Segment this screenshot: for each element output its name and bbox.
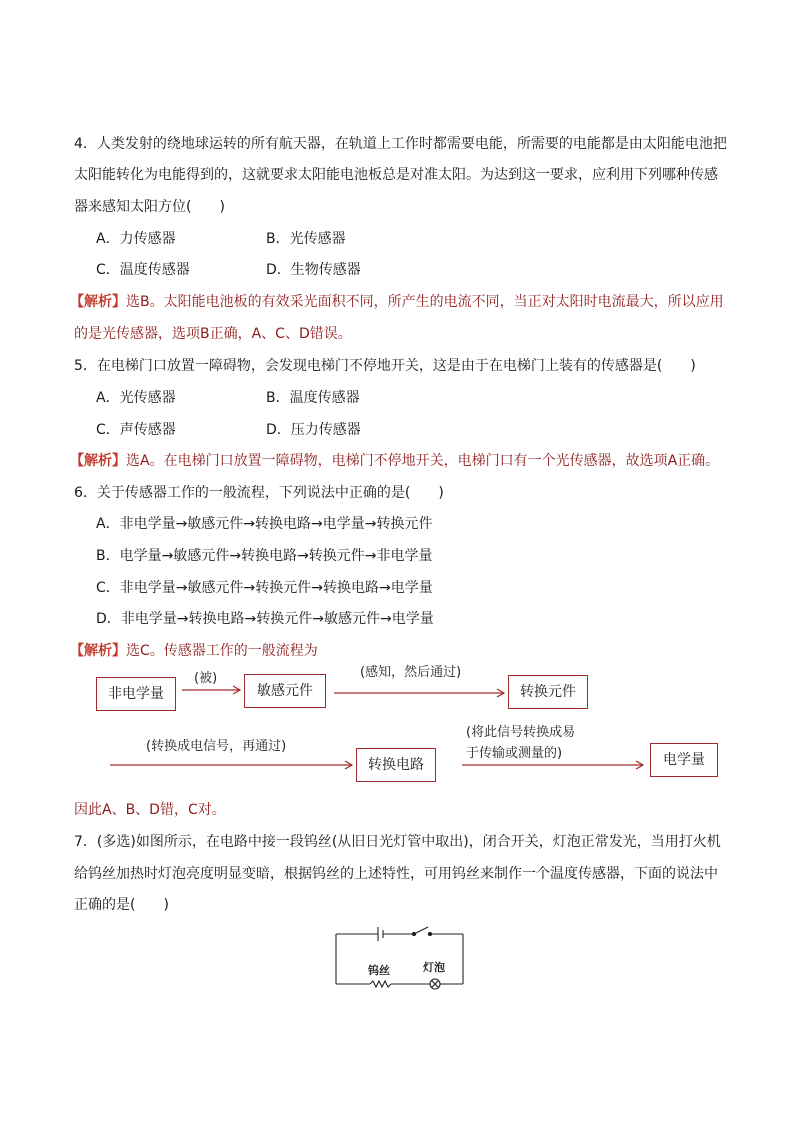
q7-text-line3: 正确的是( ) [74,897,169,913]
q7-text-line1: 7．(多选)如图所示，在电路中接一段钨丝(从旧日光灯管中取出)，闭合开关，灯泡正常发光，当用打火机 [74,834,721,850]
analysis-tag: 【解析】 [70,294,126,310]
q4-option-a: A．力传感器 [96,231,176,247]
q5-option-c: C．声传感器 [96,422,176,438]
flow-box-sensitive-element: 敏感元件 [244,674,326,708]
flow-box-non-electric: 非电学量 [96,677,176,711]
switch-blade [414,927,428,934]
q6-option-a: A．非电学量→敏感元件→转换电路→电学量→转换元件 [96,516,433,532]
q7-text-line2: 给钨丝加热时灯泡亮度明显变暗，根据钨丝的上述特性，可用钨丝来制作一个温度传感器，下面的说法中 [74,866,718,882]
q4-text-line2: 太阳能转化为电能得到的，这就要求太阳能电池板总是对准太阳。为达到这一要求，应利用下列哪种传感 [74,167,718,183]
q5-option-d: D．压力传感器 [266,422,361,438]
q5-option-a: A．光传感器 [96,390,176,406]
flow-box-electric: 电学量 [650,743,718,777]
q4-text-line1: 4．人类发射的绕地球运转的所有航天器，在轨道上工作时都需要电能，所需要的电能都是由太阳能电池把 [74,136,727,152]
flow-note-4b: 于传输或测量的) [466,746,563,761]
analysis-text: 选C。传感器工作的一般流程为 [126,643,318,659]
q6-option-b: B．电学量→敏感元件→转换电路→转换元件→非电学量 [96,548,433,564]
q4-option-c: C．温度传感器 [96,262,190,278]
q4-text-line3: 器来感知太阳方位( ) [74,199,225,215]
analysis-text: 选B。太阳能电池板的有效采光面积不同，所产生的电流不同，当正对太阳时电流最大，所以应用 [126,294,724,310]
q4-option-b: B．光传感器 [266,231,346,247]
flow-box-conversion-circuit: 转换电路 [356,748,436,782]
flow-note-1: (被) [194,671,218,686]
tungsten-wire [370,981,391,987]
flow-note-3: (转换成电信号，再通过) [146,739,287,754]
q6-conclusion: 因此A、B、D错，C对。 [74,802,226,818]
q5-text-line1: 5．在电梯门口放置一障碍物，会发现电梯门不停地开关，这是由于在电梯门上装有的传感器是( ) [74,358,696,374]
circuit-label-tungsten: 钨丝 [368,964,390,977]
flow-note-4a: (将此信号转换成易 [466,725,576,740]
q6-option-c: C．非电学量→敏感元件→转换元件→转换电路→电学量 [96,580,433,596]
circuit-diagram [330,922,470,992]
q6-text-line1: 6．关于传感器工作的一般流程，下列说法中正确的是( ) [74,485,444,501]
analysis-tag: 【解析】 [70,643,126,659]
flow-box-conversion-element: 转换元件 [508,675,588,709]
q4-option-d: D．生物传感器 [266,262,361,278]
flow-note-2: (感知，然后通过) [360,665,462,680]
circuit-label-bulb: 灯泡 [423,961,445,974]
analysis-tag: 【解析】 [70,453,126,469]
q6-option-d: D．非电学量→转换电路→转换元件→敏感元件→电学量 [96,611,434,627]
analysis-text: 选A。在电梯门口放置一障碍物，电梯门不停地开关，电梯门口有一个光传感器，故选项A正确。 [126,453,720,469]
q5-option-b: B．温度传感器 [266,390,360,406]
q4-analysis-line2: 的是光传感器，选项B正确，A、C、D错误。 [74,326,352,342]
